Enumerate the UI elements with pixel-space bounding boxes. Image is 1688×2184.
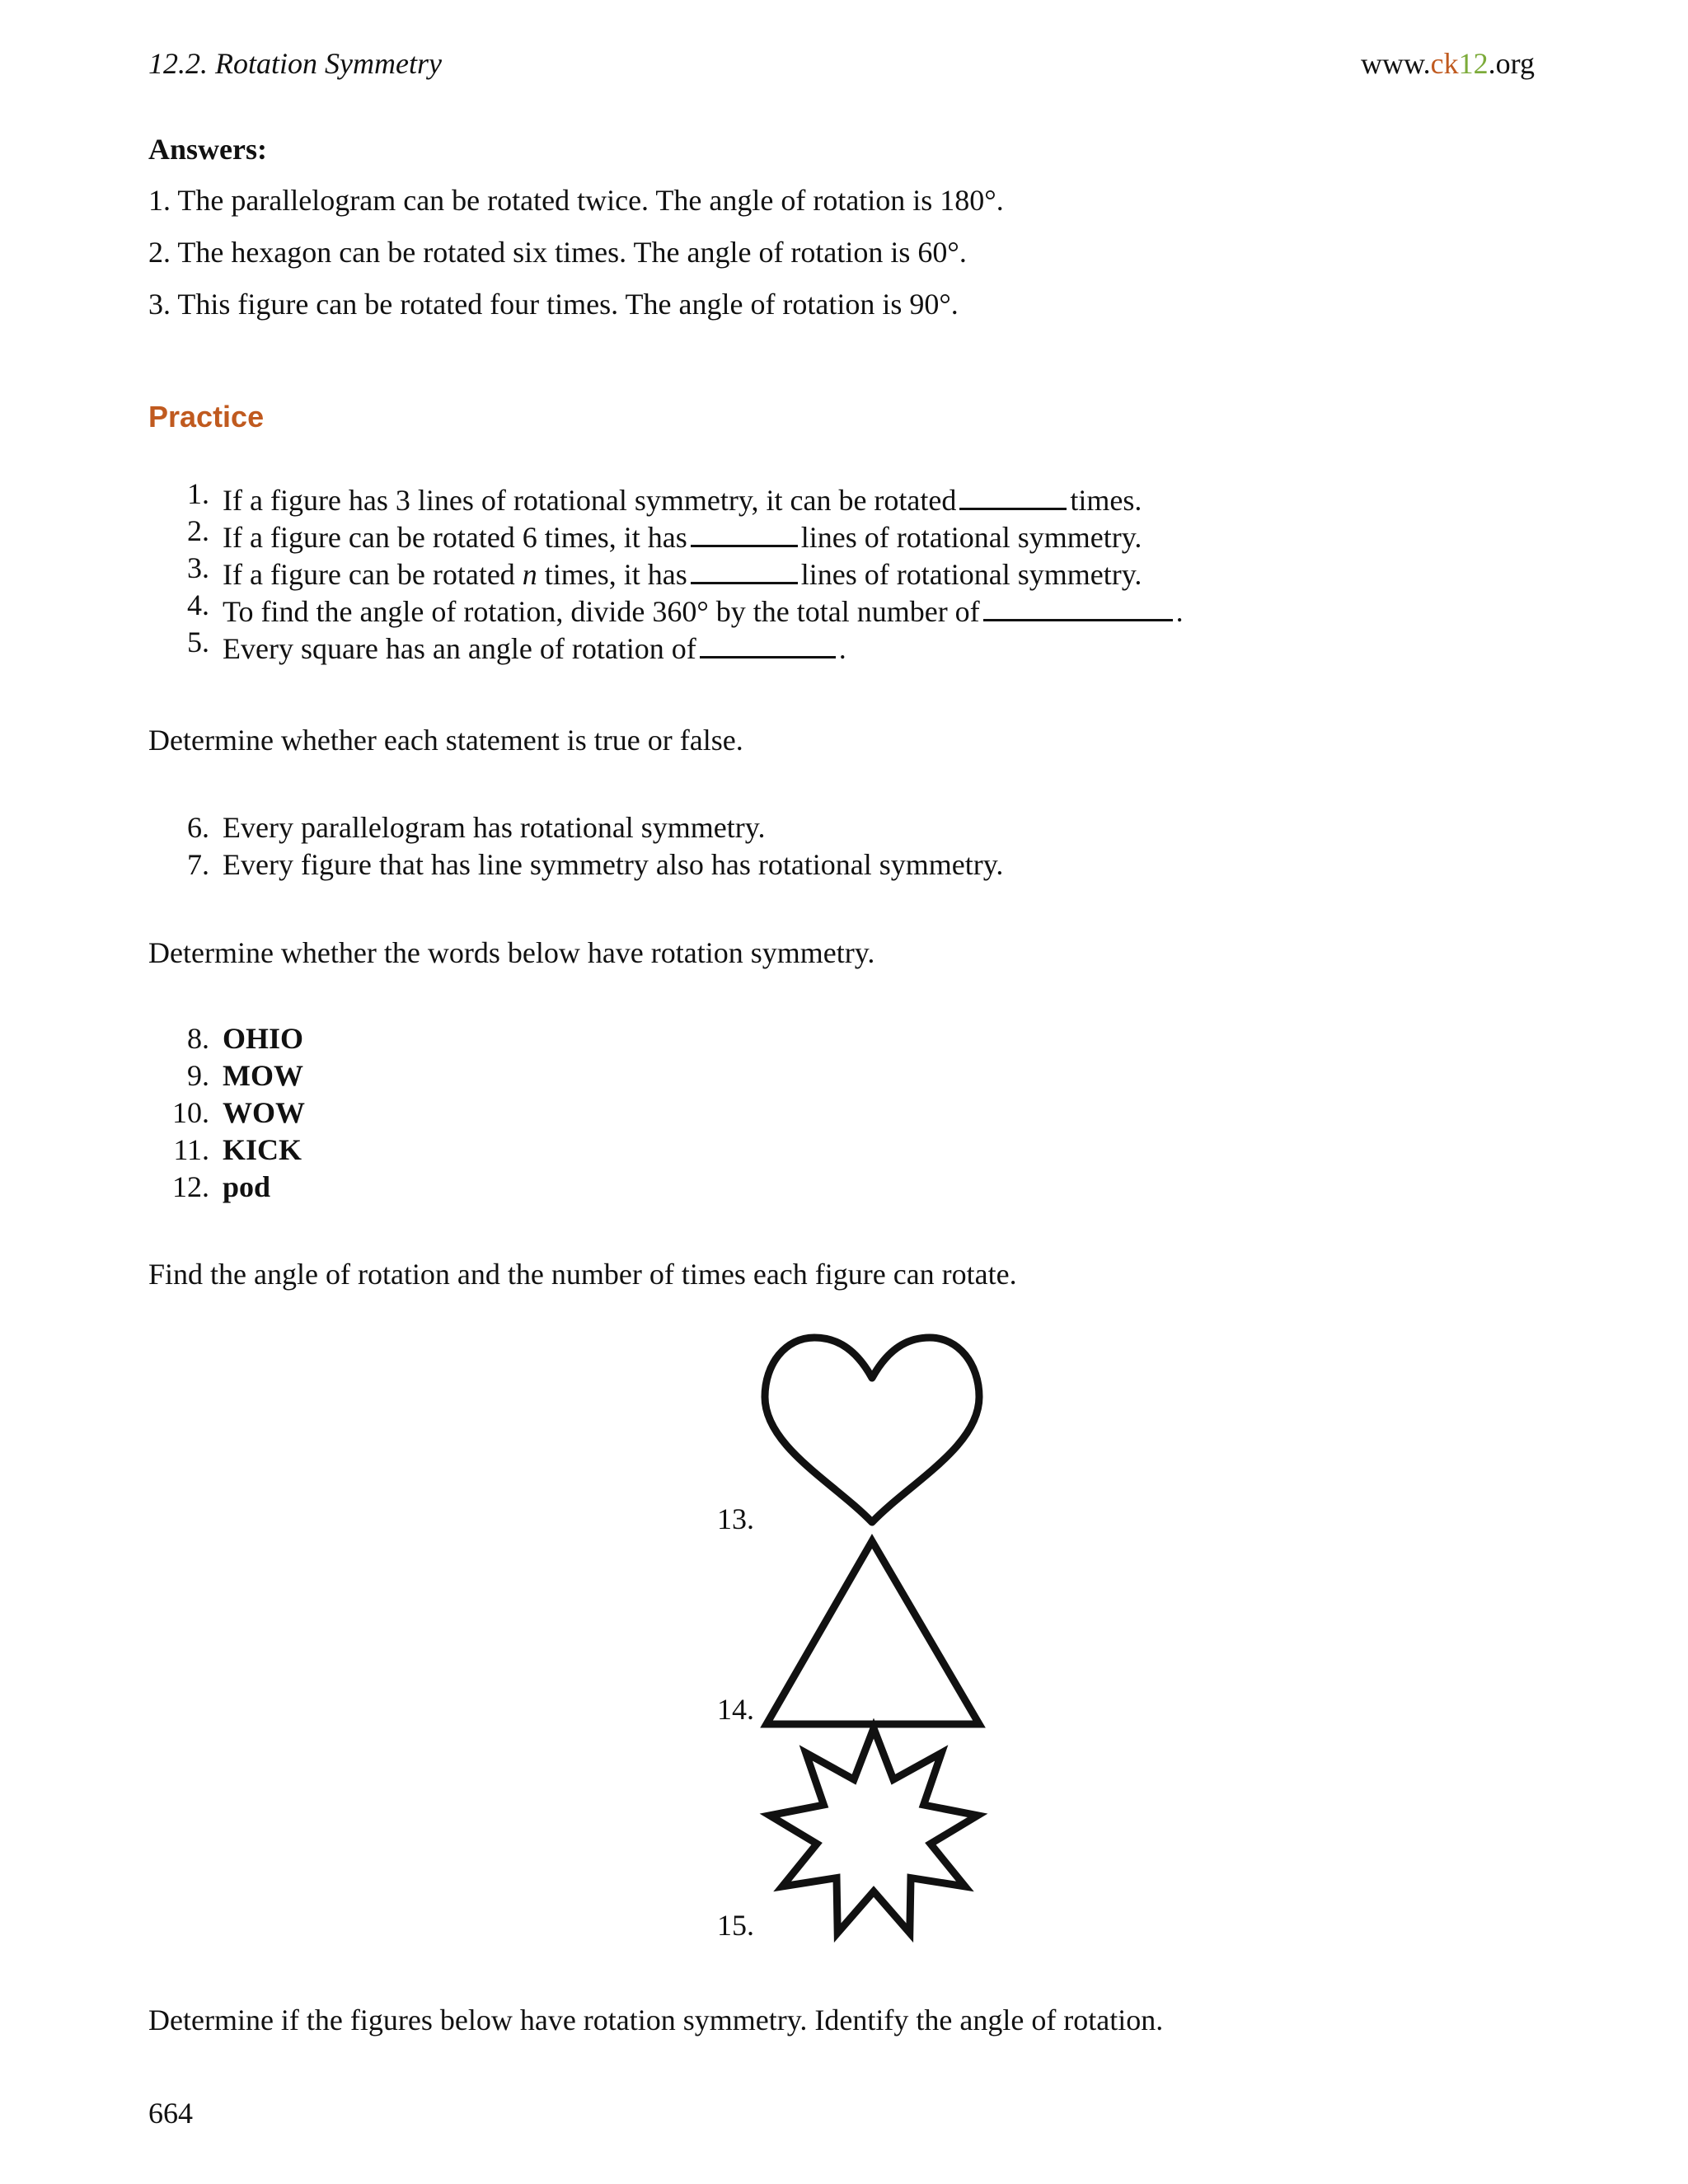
- section-header: 12.2. Rotation Symmetry: [148, 47, 442, 80]
- triangle-shape-icon: [758, 1533, 989, 1731]
- figures-instructions: Find the angle of rotation and the number of times each figure can rotate.: [148, 1258, 1017, 1291]
- figure-label: 13.: [717, 1502, 754, 1535]
- heart-shape-icon: [757, 1331, 987, 1529]
- answer-item: 3. This figure can be rotated four times. The angle of rotation is 90°.: [148, 288, 959, 321]
- answer-item: 2. The hexagon can be rotated six times. The angle of rotation is 60°.: [148, 236, 967, 269]
- answer-blank[interactable]: [983, 588, 1173, 621]
- answers-title: Answers:: [148, 133, 267, 166]
- page-number: 664: [148, 2097, 193, 2130]
- closing-instructions: Determine if the figures below have rotation symmetry. Identify the angle of rotation.: [148, 2004, 1164, 2036]
- words-instructions: Determine whether the words below have rotation symmetry.: [148, 936, 875, 969]
- answer-blank[interactable]: [691, 513, 798, 547]
- answer-blank[interactable]: [959, 476, 1067, 510]
- practice-title: Practice: [148, 400, 265, 434]
- tf-instructions: Determine whether each statement is true or false.: [148, 724, 743, 757]
- site-url[interactable]: www.ck12.org: [1361, 47, 1535, 80]
- star-shape-icon: [758, 1718, 989, 1949]
- answer-blank[interactable]: [700, 625, 836, 658]
- figure-label: 15.: [717, 1909, 754, 1942]
- answer-blank[interactable]: [691, 551, 798, 584]
- figure-label: 14.: [717, 1693, 754, 1726]
- answer-item: 1. The parallelogram can be rotated twice. The angle of rotation is 180°.: [148, 184, 1004, 217]
